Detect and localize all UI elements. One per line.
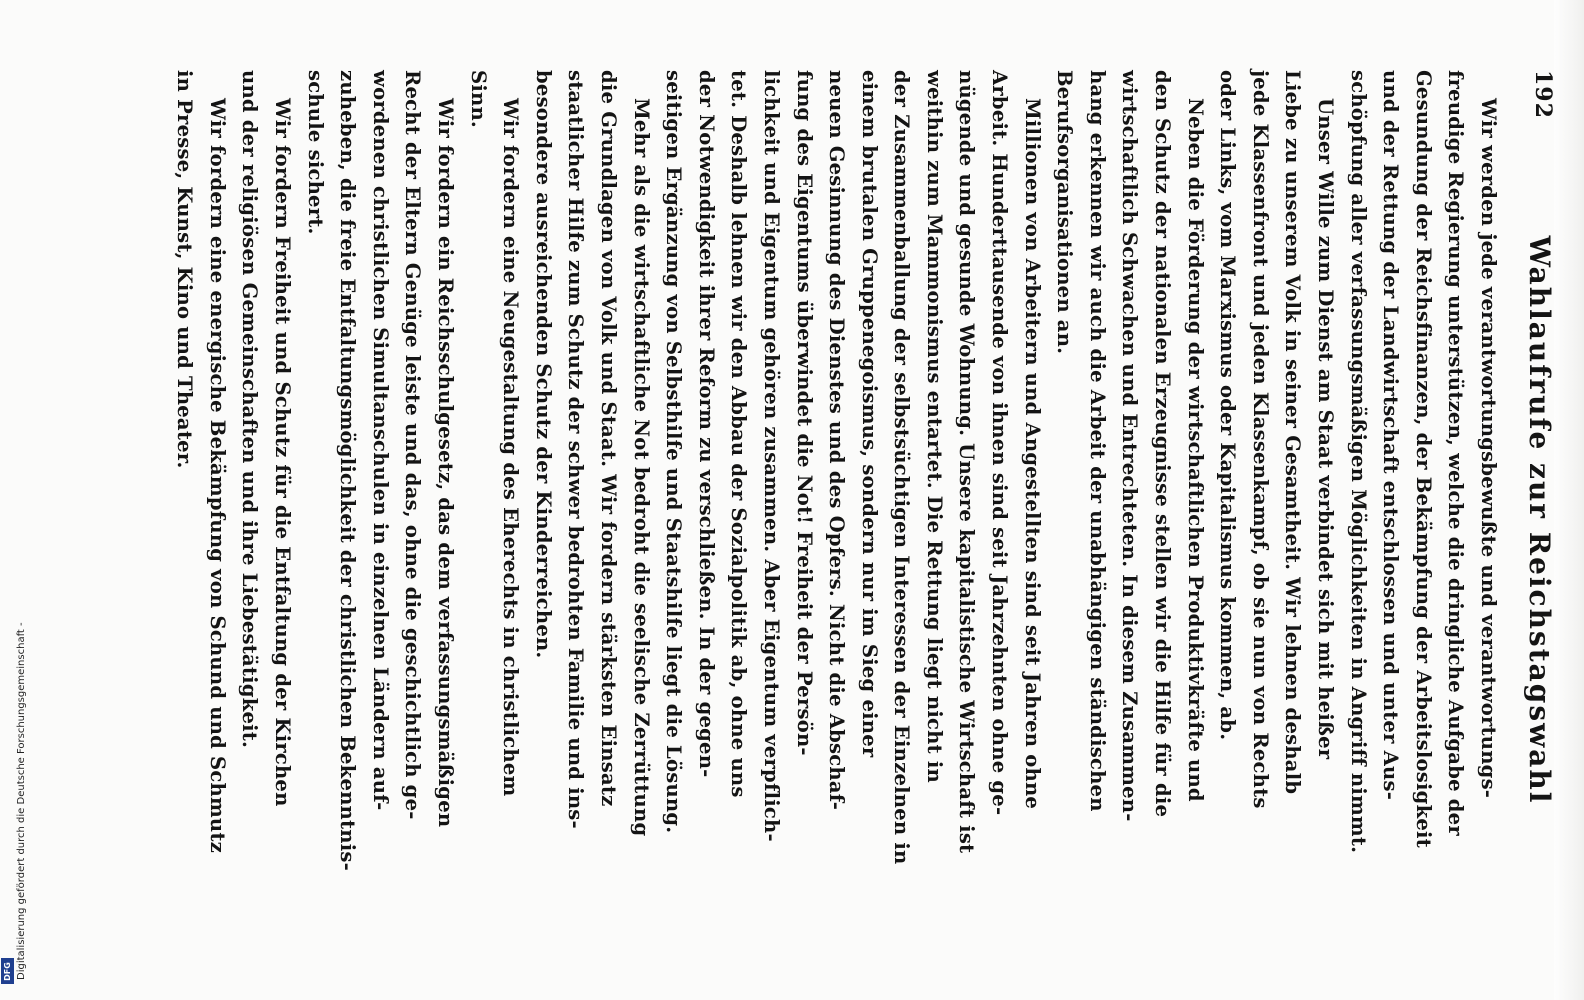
text-line: Wir fordern ein Reichsschulgesetz, das dem verfassungsmäßigen	[434, 98, 457, 828]
page-edge-shadow	[1554, 0, 1584, 1000]
text-line: tet. Deshalb lehnen wir den Abbau der Sozialpolitik ab, ohne uns	[727, 70, 751, 798]
text-line: schöpfung aller verfassungsmäßigen Möglichkeiten in Angriff nimmt.	[1346, 70, 1370, 854]
text-line: Unser Wille zum Dienst am Staat verbindet sich mit heißer	[1314, 98, 1338, 760]
page-number: 192	[1530, 70, 1556, 119]
text-line: in Presse, Kunst, Kino und Theater.	[173, 70, 197, 469]
dfg-logo-text: DFG	[3, 961, 13, 981]
text-line: Mehr als die wirtschaftliche Not bedroht die seelische Zerrüttung	[629, 98, 653, 837]
digitization-note	[2, 600, 27, 980]
text-line: Arbeit. Hunderttausende von ihnen sind seit Jahrzehnten ohne ge-	[988, 70, 1012, 816]
text-line: zuheben, die freie Entfaltungsmöglichkeit der christlichen Bekenntnis-	[336, 70, 360, 871]
text-line: wirtschaftlich Schwachen und Entrechteten. In diesem Zusammen-	[1118, 70, 1142, 822]
text-line: wordenen christlichen Simultanschulen in einzelnen Ländern auf-	[368, 70, 392, 811]
text-line: Wir werden jede verantwortungsbewußte und verantwortungs-	[1477, 98, 1500, 799]
text-line: weithin zum Mammonismus entartet. Die Rettung liegt nicht in	[922, 70, 946, 783]
text-line: freudige Regierung unterstützen, welche die dringliche Aufgabe der	[1444, 70, 1468, 836]
digitization-note-text: Digitalisierung gefördert durch die Deutsche Forschungsgemeinschaft -	[16, 622, 27, 980]
text-line: fung des Eigentums überwindet die Not! Freiheit der Persön-	[792, 70, 816, 756]
text-line: staatlicher Hilfe zum Schutz der schwer bedrohten Familie und ins-	[564, 70, 588, 829]
text-line: Gesundung der Reichsfinanzen, der Bekämpfung der Arbeitslosigkeit	[1411, 70, 1435, 848]
rotated-page-content	[76, 70, 1556, 970]
running-title: Wahlaufrufe zur Reichstagswahl	[1523, 235, 1556, 805]
text-line: schule sichert.	[303, 70, 327, 235]
text-line: Wir fordern Freiheit und Schutz für die Entfaltung der Kirchen	[271, 98, 295, 807]
text-line: seitigen Ergänzung von Selbsthilfe und Staatshilfe liegt die Lösung.	[662, 70, 686, 834]
text-line: lichkeit und Eigentum gehören zusammen. Aber Eigentum verpflich-	[759, 70, 783, 842]
text-line: einem brutalen Gruppenegoismus, sondern nur im Sieg einer	[857, 70, 881, 758]
text-line: hang erkennen wir auch die Arbeit der unabhängigen ständischen	[1085, 70, 1109, 812]
text-line: Wir fordern eine Neugestaltung des Eherechts in christlichem	[499, 98, 523, 797]
text-line: den Schutz der nationalen Erzeugnisse stellen wir die Hilfe für die	[1151, 70, 1175, 818]
text-line: nügende und gesunde Wohnung. Unsere kapitalistische Wirtschaft ist	[955, 70, 979, 854]
text-line: und der religiösen Gemeinschaften und ihre Liebestätigkeit.	[238, 70, 262, 749]
dfg-logo-icon	[1, 958, 14, 984]
text-line: Neben die Förderung der wirtschaftlichen Produktivkräfte und	[1183, 98, 1207, 802]
text-line: der Notwendigkeit ihrer Reform zu verschließen. In der gegen-	[694, 70, 718, 778]
text-line: Berufsorganisationen an.	[1053, 70, 1077, 355]
text-line: oder Links, vom Marxismus oder Kapitalismus kommen, ab.	[1216, 70, 1240, 741]
text-line: der Zusammenballung der selbstsüchtigen Interessen der Einzelnen in	[890, 70, 914, 865]
text-line: besondere ausreichenden Schutz der Kinderreichen.	[531, 70, 555, 659]
text-line: Sinn.	[466, 70, 490, 128]
text-line: Recht der Eltern Genüge leiste und das, ohne die geschichtlich ge-	[401, 70, 425, 820]
body-text	[168, 70, 1504, 970]
text-line: die Grundlagen von Volk und Staat. Wir fordern stärksten Einsatz	[596, 70, 620, 807]
text-line: jede Klassenfront und jeden Klassenkampf, ob sie nun von Rechts	[1248, 70, 1272, 809]
text-line: und der Rettung der Landwirtschaft entschlossen und unter Aus-	[1379, 70, 1403, 801]
text-line: Millionen von Arbeitern und Angestellten sind seit Jahren ohne	[1020, 98, 1044, 810]
text-line: Wir fordern eine energische Bekämpfung von Schund und Schmutz	[205, 98, 229, 853]
page-header	[1504, 70, 1556, 970]
text-line: Liebe zu unserem Volk in seiner Gesamtheit. Wir lehnen deshalb	[1281, 70, 1305, 795]
text-line: neuen Gesinnung des Dienstes und des Opfers. Nicht die Abschaf-	[825, 70, 849, 811]
